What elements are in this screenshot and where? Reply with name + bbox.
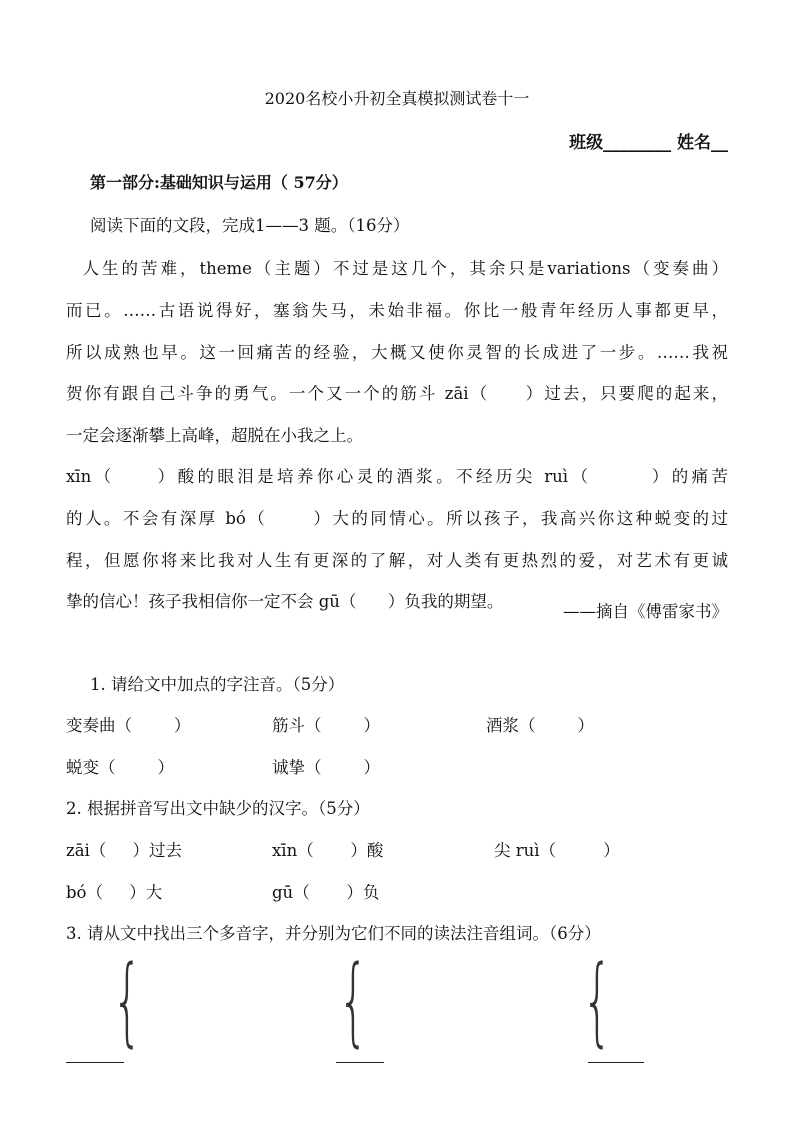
left-brace-icon: { <box>112 945 143 1057</box>
q1-item: 诚挚（ ） <box>272 758 380 777</box>
section-heading: 第一部分:基础知识与运用（ 57分） <box>90 173 348 192</box>
passage-line: 程，但愿你将来比我对人生有更深的了解，对人类有更热烈的爱，对艺术有更诚 <box>66 551 728 570</box>
passage-line: xīn（ ）酸的眼泪是培养你心灵的酒浆。不经历尖 ruì（ ）的痛苦 <box>66 467 728 486</box>
q1-item: 变奏曲（ ） <box>66 716 191 735</box>
q2-item: bó（ ）大 <box>66 883 163 902</box>
passage-source: ——摘自《傅雷家书》 <box>563 602 728 621</box>
passage-line: 而已。……古语说得好，塞翁失马，未始非福。你比一般青年经历人事都更早， <box>66 301 728 320</box>
passage-line: 挚的信心！孩子我相信你一定不会 gū（ ）负我的期望。 <box>66 592 504 611</box>
question-2: 2. 根据拼音写出文中缺少的汉字。（5分） <box>66 799 370 818</box>
passage-line: 贺你有跟自己斗争的勇气。一个又一个的筋斗 zāi（ ）过去，只要爬的起来， <box>66 384 728 403</box>
left-brace-icon: { <box>582 945 613 1057</box>
class-name-line: 班级________ 姓名__ <box>569 133 728 153</box>
question-1: 1. 请给文中加点的字注音。（5分） <box>90 675 345 694</box>
q1-item: 筋斗（ ） <box>272 716 380 735</box>
q2-item: 尖 ruì（ ） <box>494 841 620 860</box>
q2-item: zāi（ ）过去 <box>66 841 183 860</box>
q1-item: 酒浆（ ） <box>486 716 594 735</box>
page-title: 2020名校小升初全真模拟测试卷十一 <box>264 89 530 108</box>
answer-underline <box>336 1062 384 1063</box>
q2-item: gū（ ）负 <box>272 883 380 902</box>
passage-line: 一定会逐渐攀上高峰，超脱在小我之上。 <box>66 426 363 445</box>
answer-underline <box>588 1062 644 1063</box>
reading-instruction: 阅读下面的文段，完成1——3 题。（16分） <box>90 216 410 235</box>
passage-line: 的人。不会有深厚 bó（ ）大的同情心。所以孩子，我高兴你这种蜕变的过 <box>66 509 728 528</box>
q1-item: 蜕变（ ） <box>66 758 174 777</box>
passage-line: 人生的苦难，theme（主题）不过是这几个，其余只是variations（变奏曲） <box>66 259 728 278</box>
answer-underline <box>66 1062 124 1063</box>
q2-item: xīn（ ）酸 <box>272 841 384 860</box>
passage-line: 所以成熟也早。这一回痛苦的经验，大概又使你灵智的长成进了一步。……我祝 <box>66 343 728 362</box>
left-brace-icon: { <box>338 945 369 1057</box>
question-3: 3. 请从文中找出三个多音字，并分别为它们不同的读法注音组词。（6分） <box>66 924 601 943</box>
